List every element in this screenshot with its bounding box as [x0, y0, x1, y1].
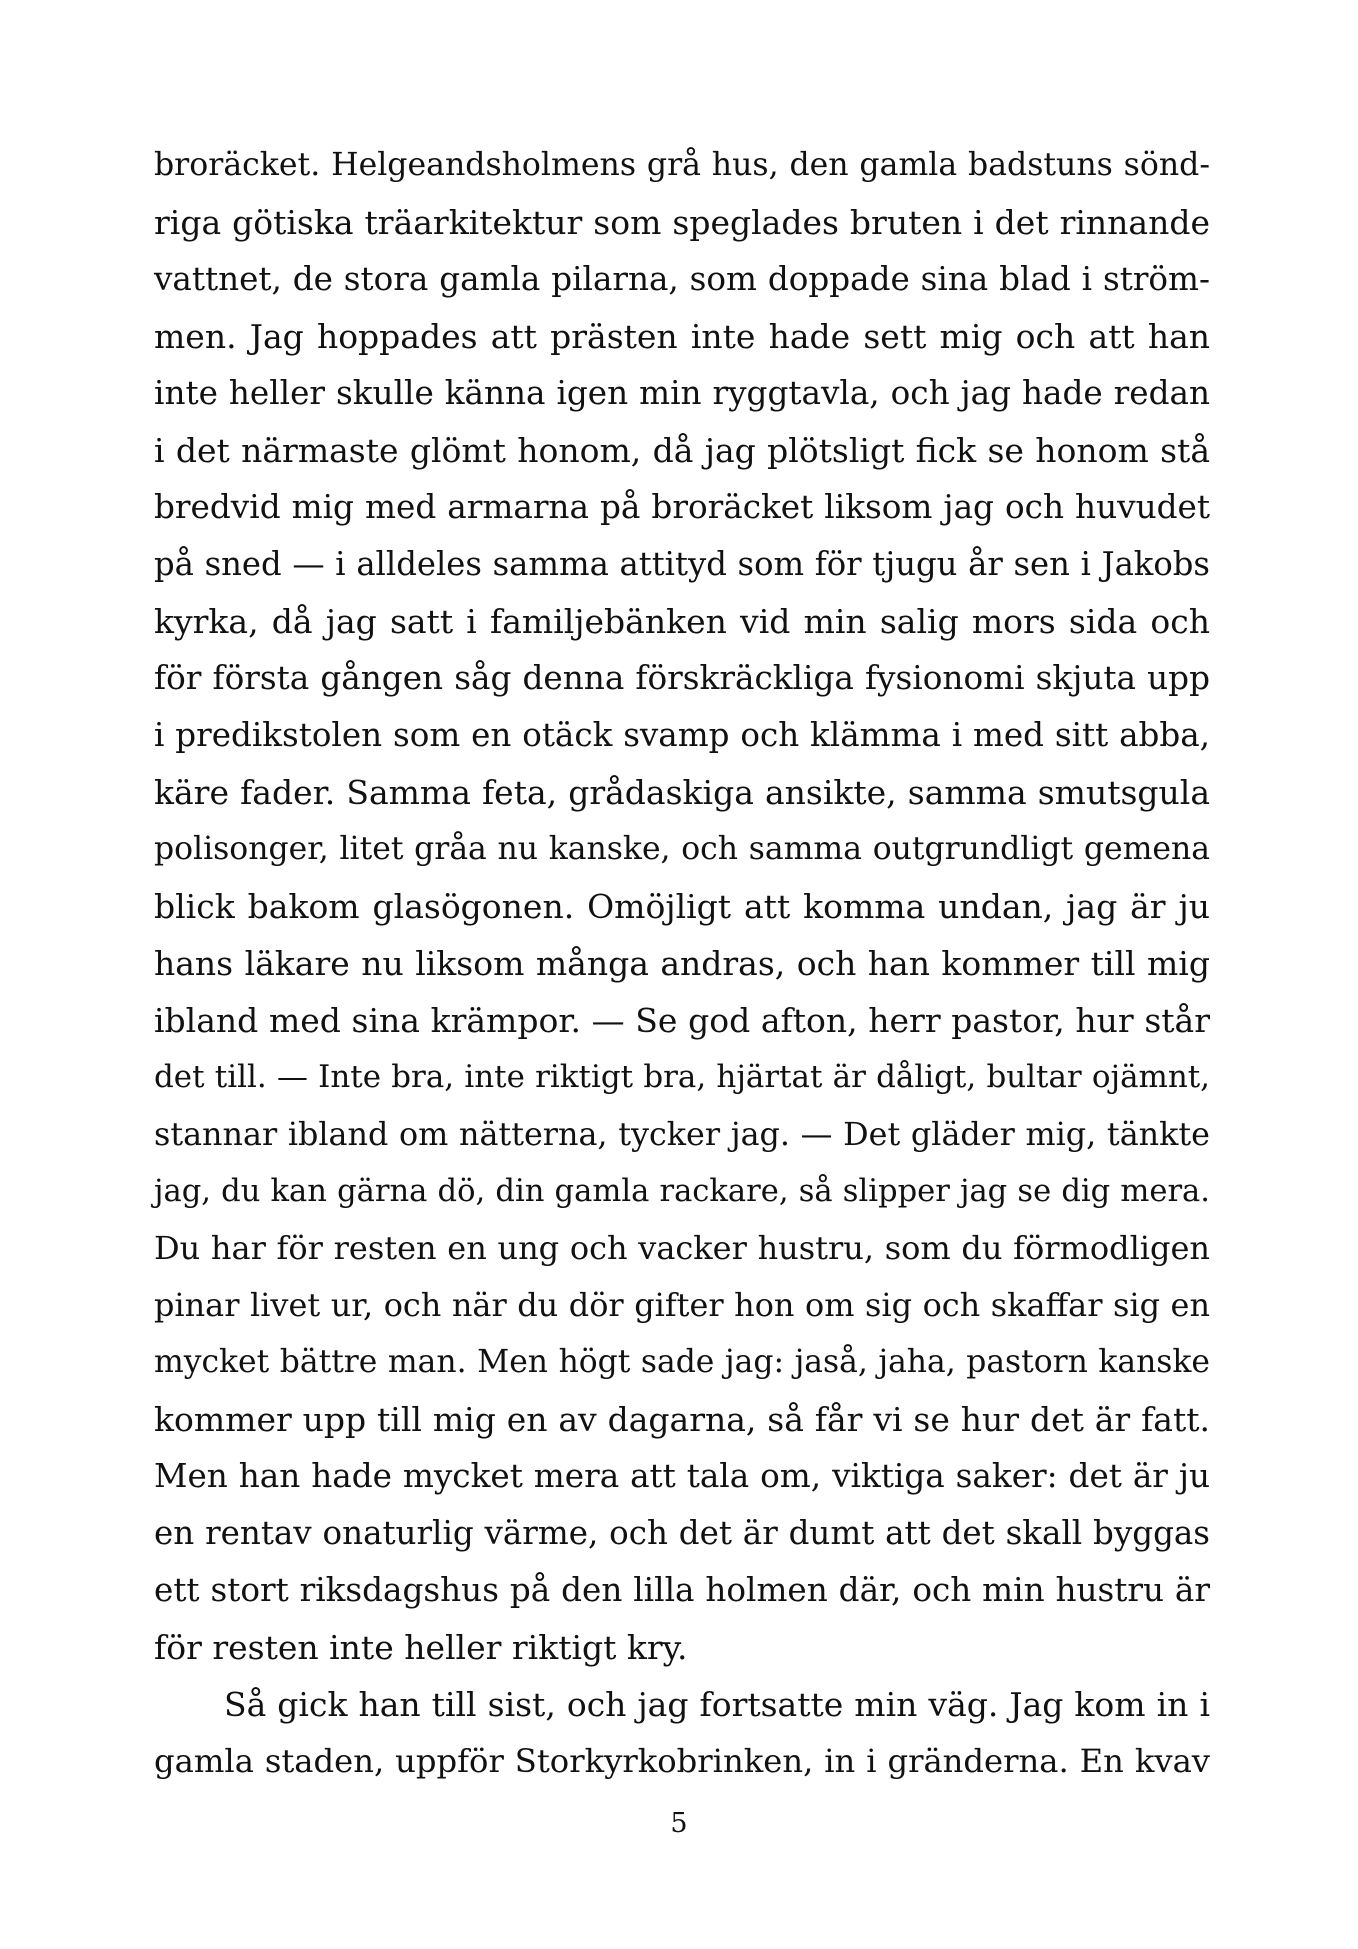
text-line: en rentav onaturlig värme, och det är dumt att det skall byggas — [154, 1514, 1210, 1552]
text-line: blick bakom glasögonen. Omöjligt att komma undan, jag är ju — [154, 887, 1210, 926]
text-line: käre fader. Samma feta, grådaskiga ansikte, samma smutsgula — [154, 773, 1210, 812]
text-line: broräcket. Helgeandsholmens grå hus, den gamla badstuns sönd- — [154, 147, 1210, 183]
text-line: pinar livet ur, och när du dör gifter hon om sig och skaffar sig en — [154, 1286, 1210, 1324]
text-line: kyrka, då jag satt i familjebänken vid min salig mors sida och — [154, 602, 1210, 641]
text-line: vattnet, de stora gamla pilarna, som doppade sina blad i ström- — [154, 260, 1210, 298]
text-line: bredvid mig med armarna på broräcket liksom jag och huvudet — [154, 488, 1210, 526]
text-line: för första gången såg denna förskräckliga fysionomi skjuta upp — [154, 659, 1210, 697]
text-line: stannar ibland om nätterna, tycker jag. — Det gläder mig, tänkte — [154, 1115, 1210, 1153]
text-line: på sned — i alldeles samma attityd som för tjugu år sen i Jakobs — [154, 545, 1210, 583]
text-line: men. Jag hoppades att prästen inte hade sett mig och att han — [154, 317, 1210, 356]
paragraph-1 — [154, 137, 1210, 1676]
text-line: ett stort riksdagshus på den lilla holmen där, och min hustru är — [154, 1571, 1210, 1609]
text-line: Du har för resten en ung och vacker hustru, som du förmodligen — [154, 1229, 1210, 1267]
body-text — [154, 137, 1210, 1790]
text-line: riga götiska träarkitektur som speglades bruten i det rinnande — [154, 203, 1210, 242]
page-number: 5 — [670, 1808, 688, 1839]
text-line: mycket bättre man. Men högt sade jag: jaså, jaha, pastorn kanske — [154, 1344, 1210, 1380]
text-line: i det närmaste glömt honom, då jag plötsligt fick se honom stå — [154, 431, 1210, 470]
text-line: för resten inte heller riktigt kry. — [154, 1628, 688, 1667]
text-line: det till. — Inte bra, inte riktigt bra, hjärtat är dåligt, bultar ojämnt, — [154, 1059, 1210, 1095]
text-line: ibland med sina krämpor. — Se god afton, herr pastor, hur står — [154, 1001, 1210, 1040]
text-line: jag, du kan gärna dö, din gamla rackare, så slipper jag se dig mera. — [154, 1174, 1210, 1209]
text-line: i predikstolen som en otäck svamp och klämma i med sitt abba, — [154, 716, 1210, 754]
paragraph-2 — [154, 1676, 1210, 1790]
text-line: inte heller skulle känna igen min ryggtavla, och jag hade redan — [154, 374, 1210, 412]
text-line: polisonger, litet gråa nu kanske, och samma outgrundligt gemena — [154, 831, 1210, 867]
text-line: kommer upp till mig en av dagarna, så får vi se hur det är fatt. — [154, 1400, 1210, 1439]
text-line: hans läkare nu liksom många andras, och han kommer till mig — [154, 944, 1210, 983]
text-line: Så gick han till sist, och jag fortsatte min väg. Jag kom in i — [224, 1685, 1210, 1724]
text-line: gamla staden, uppför Storkyrkobrinken, in i gränderna. En kvav — [154, 1742, 1210, 1780]
text-line: Men han hade mycket mera att tala om, viktiga saker: det är ju — [154, 1457, 1210, 1495]
